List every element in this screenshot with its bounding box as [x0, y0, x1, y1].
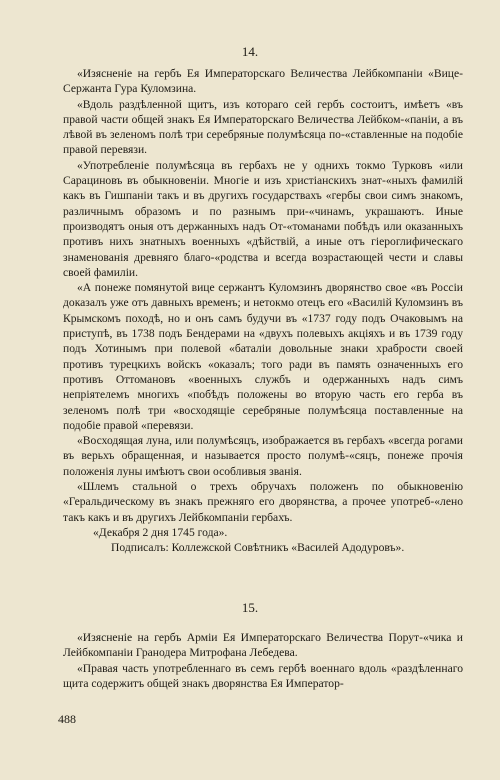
- paragraph: «Вдоль раздѣленной щитъ, изъ котораго сей гербъ состоитъ, имѣетъ «въ правой части общей знакъ Ея Императорскаго Величества Лейбком-«паніи, а въ лѣвой въ зеленомъ полѣ три серебряные полумѣсяца по-«ставленные на подобіе правой перевязи.: [63, 97, 463, 157]
- date-line: «Декабря 2 дня 1745 года».: [93, 525, 228, 539]
- paragraph: «А понеже помянутой вице сержантъ Куломзинъ дворянство свое «въ Россіи доказалъ уже отъ давныхъ временъ; и нетокмо отецъ его «Василій Куломзинъ въ Крымскомъ походѣ, но и онъ самъ будучи въ «1737 году подъ Очаковымъ на приступѣ, въ 1738 подъ Бендерами на «двухъ полевыхъ акціяхъ и въ 1739 году подъ Хотинымъ при полевой «баталіи довольные знаки храбрости своей противъ турецкихъ войскъ «оказалъ; того ради въ память означенныхъ его противъ Оттомановъ «военныхъ службъ и одержанныхъ надъ симъ непріятелемъ многихъ «побѣдъ положены во вторую часть его герба въ зеленомъ полѣ три «восходящіе серебряные полумѣсяца поставленные на подобіе правой «перевязи.: [63, 281, 463, 432]
- section-number-15: 15.: [241, 600, 259, 615]
- page-number: 488: [58, 712, 76, 726]
- paragraph: «Восходящая луна, или полумѣсяцъ, изображается въ гербахъ «всегда рогами въ верьхъ обращенная, и называется просто полумѣ-«сяцъ, понеже прочія положенія луны имѣютъ свои особливыя званія.: [63, 434, 463, 478]
- signature-line: Подписалъ: Коллежской Совѣтникъ «Василей Адодуровъ».: [111, 541, 405, 555]
- paragraph-title: «Изясненіе на гербъ Ея Императорскаго Величества Лейбкомпаніи «Вице-Сержанта Гура Куломзина.: [63, 67, 463, 96]
- section-number-14: 14.: [241, 44, 259, 59]
- paragraph: «Шлемъ стальной о трехъ обручахъ положенъ по обыкновенію «Геральдическому въ знакъ прежняго его дворянства, а прочее употреб-«лено такъ какъ и въ другихъ Лейбкомпаніи гербахъ.: [63, 480, 463, 524]
- paragraph: «Правая часть употребленнаго въ семъ гербѣ военнаго вдоль «раздѣленнаго щита содержитъ общей знакъ дворянства Ея Император-: [63, 661, 463, 690]
- section-15-body: [63, 630, 463, 691]
- paragraph-title: «Изясненіе на гербъ Арміи Ея Императорскаго Величества Порут-«чика и Лейбкомпаніи Гранодера Митрофана Лебедева.: [63, 631, 463, 660]
- paragraph: «Употребленіе полумѣсяца въ гербахъ не у однихъ токмо Турковъ «или Сарациновъ въ обыкновеніи. Многіе и изъ христіанскихъ знат-«ныхъ фамилій какъ въ Гишпаніи такъ и въ другихъ государствахъ «гербы свои симъ знакомъ, различнымъ образомъ и по разнымъ при-«чинамъ, украшаютъ. Иные производятъ оныя отъ держанныхъ надъ От-«томанами побѣдъ или оказанныхъ противъ нихъ знатныхъ военныхъ «дѣйствій, а иные отъ гіероглифическаго знаменованія древняго благо-«родства и всегда возрастающей чести и славы своей фамиліи.: [63, 158, 463, 279]
- section-14-body: [63, 66, 463, 556]
